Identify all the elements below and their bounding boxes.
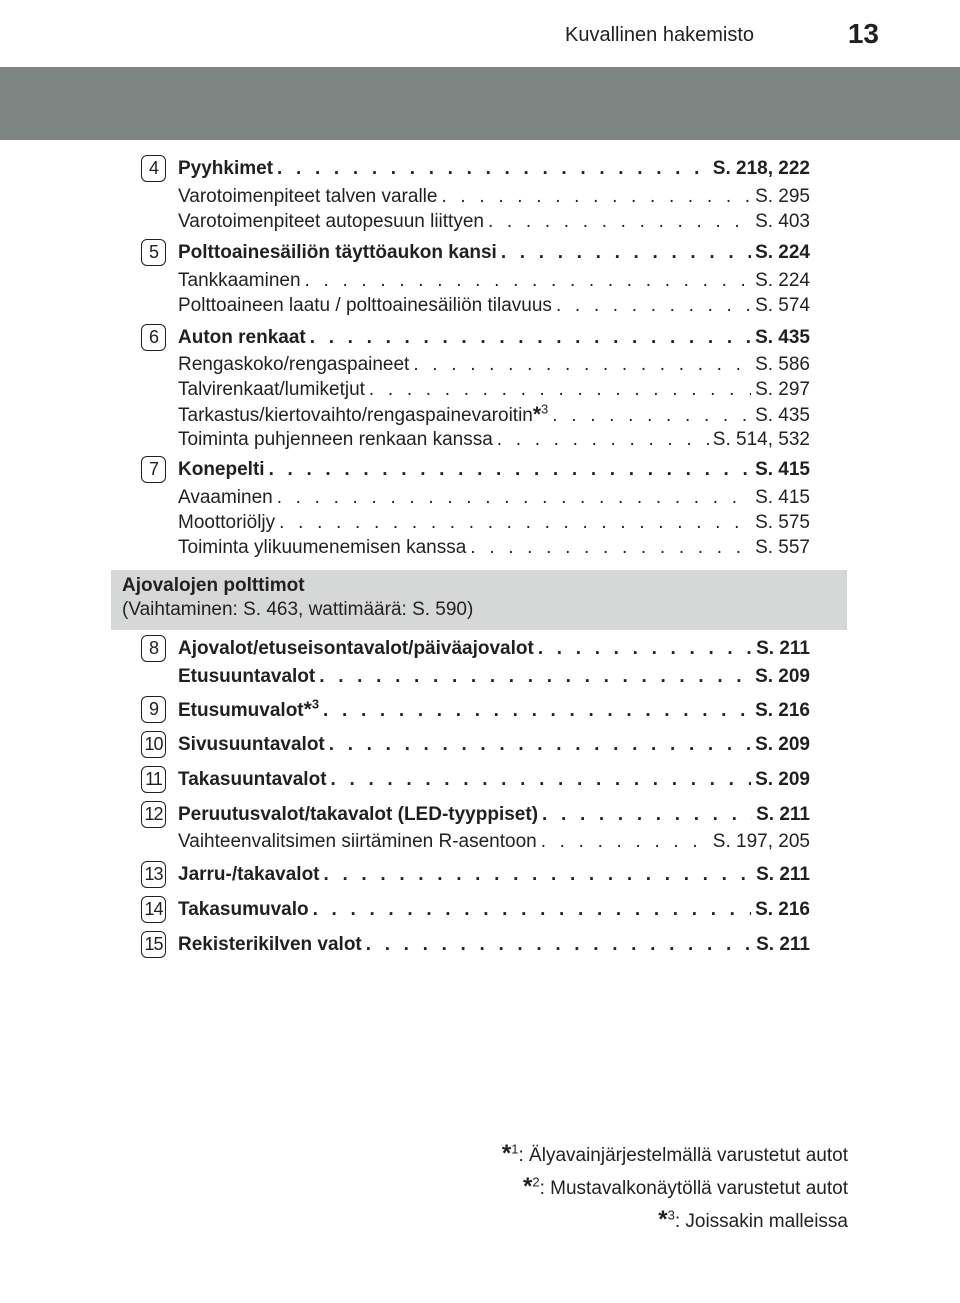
entry-label: Varotoimenpiteet autopesuun liittyen <box>178 211 484 232</box>
footnotes <box>502 1138 848 1237</box>
index-entry-sub <box>178 209 810 234</box>
page-reference: S. 216 <box>755 700 810 721</box>
dot-leader <box>538 636 752 661</box>
index-entry-main <box>178 732 810 757</box>
index-entry-main <box>178 897 810 922</box>
entry-label: Vaihteenvalitsimen siirtäminen R-asentoon <box>178 831 537 852</box>
dot-leader <box>269 457 752 482</box>
page-reference: S. 209 <box>755 666 810 687</box>
dot-leader <box>324 862 753 887</box>
page-reference: S. 295 <box>755 186 810 207</box>
dot-leader <box>541 829 709 854</box>
dot-leader <box>279 510 751 535</box>
page-reference: S. 211 <box>756 864 810 885</box>
page-reference: S. 297 <box>755 379 810 400</box>
footnote-line: *$^2$: Mustavalkonäytöllä varustetut autot <box>523 1173 848 1200</box>
page-reference: S. 211 <box>756 638 810 659</box>
dot-leader <box>277 156 709 181</box>
footnote-line: *$^1$: Älyavainjärjestelmällä varustetut autot <box>501 1140 848 1167</box>
entry-label: Rekisterikilven valot <box>178 934 362 955</box>
entry-label: Tarkastus/kiertovaihto/rengaspainevaroitin*$^3$ <box>178 401 549 426</box>
callout-number-badge: 4 <box>141 155 166 182</box>
index-entry-sub <box>178 268 810 293</box>
index-entry-sub <box>178 535 810 560</box>
page-reference: S. 224 <box>755 270 810 291</box>
index-entry-sub <box>178 829 810 854</box>
dot-leader <box>329 732 751 757</box>
index-entry-main <box>178 325 810 350</box>
bulbs-box-title: Ajovalojen polttimot <box>122 575 305 596</box>
dot-leader <box>441 184 751 209</box>
page-number: 13 <box>847 18 879 49</box>
index-entry-sub <box>178 377 810 402</box>
index-entry-main <box>178 697 810 722</box>
section-title: Kuvallinen hakemisto <box>565 24 754 46</box>
entry-label: Sivusuuntavalot <box>178 734 325 755</box>
page-reference: S. 209 <box>755 734 810 755</box>
dot-leader <box>323 698 751 723</box>
entry-label: Peruutusvalot/takavalot (LED-tyyppiset) <box>178 804 539 825</box>
callout-number-badge: 15 <box>141 931 166 958</box>
index-entry-main <box>178 802 810 827</box>
callout-number-badge: 11 <box>141 766 166 793</box>
index-entry-sub <box>178 485 810 510</box>
page-reference: S. 435 <box>755 327 810 348</box>
callout-number-badge: 9 <box>141 696 166 723</box>
callout-number-badge: 7 <box>141 456 166 483</box>
dot-leader <box>470 535 751 560</box>
header-band <box>0 67 960 140</box>
index-entry-sub <box>178 427 810 452</box>
footnote-ref: 3 <box>541 401 549 417</box>
callout-number-badge: 6 <box>141 324 166 351</box>
callout-number-badge: 8 <box>141 635 166 662</box>
entry-label: Jarru-/takavalot <box>178 864 320 885</box>
dot-leader <box>497 427 709 452</box>
entry-label: Tankkaaminen <box>178 270 301 291</box>
page-reference: S. 574 <box>755 295 810 316</box>
page-reference: S. 575 <box>755 512 810 533</box>
index-entry-main <box>178 664 810 689</box>
page-reference: S. 415 <box>755 487 810 508</box>
dot-leader <box>413 352 751 377</box>
entry-label: Ajovalot/etuseisontavalot/päiväajovalot <box>178 638 534 659</box>
dot-leader <box>277 485 751 510</box>
index-entry-sub <box>178 402 810 427</box>
entry-label: Moottoriöljy <box>178 512 276 533</box>
entry-label: Varotoimenpiteet talven varalle <box>178 186 438 207</box>
entry-label: Etusumuvalot*$^3$ <box>178 696 320 721</box>
dot-leader <box>501 240 751 265</box>
page-reference: S. 224 <box>755 242 810 263</box>
footnote-ref: 3 <box>311 696 320 712</box>
dot-leader <box>310 325 751 350</box>
callout-number-badge: 14 <box>141 896 166 923</box>
page-reference: S. 211 <box>756 804 810 825</box>
entry-label: Polttoainesäiliön täyttöaukon kansi <box>178 242 497 263</box>
callout-number-badge: 5 <box>141 239 166 266</box>
dot-leader <box>313 897 751 922</box>
page-reference: S. 209 <box>755 769 810 790</box>
entry-label: Etusuuntavalot <box>178 666 316 687</box>
entry-label: Rengaskoko/rengaspaineet <box>178 354 410 375</box>
entry-label: Talvirenkaat/lumiketjut <box>178 379 365 400</box>
index-entry-main <box>178 636 810 661</box>
index-entry-main <box>178 457 810 482</box>
dot-leader <box>542 802 752 827</box>
dot-leader <box>369 377 751 402</box>
index-entry-main <box>178 767 810 792</box>
index-entry-main <box>178 862 810 887</box>
dot-leader <box>366 932 752 957</box>
callout-number-badge: 12 <box>141 801 166 828</box>
page-reference: S. 197, 205 <box>712 831 810 852</box>
entry-label: Takasumuvalo <box>178 899 309 920</box>
page-reference: S. 216 <box>755 899 810 920</box>
footnote-line: *$^3$: Joissakin malleissa <box>658 1206 848 1233</box>
entry-label: Pyyhkimet <box>178 158 274 179</box>
entry-label: Takasuuntavalot <box>178 769 327 790</box>
page-reference: S. 435 <box>755 405 810 426</box>
entry-label: Auton renkaat <box>178 327 306 348</box>
dot-leader <box>319 664 751 689</box>
page-reference: S. 211 <box>756 934 810 955</box>
bulbs-info-box <box>111 570 847 630</box>
entry-label: Avaaminen <box>178 487 273 508</box>
entry-label: Polttoaineen laatu / polttoainesäiliön tilavuus <box>178 295 552 316</box>
page-reference: S. 586 <box>755 354 810 375</box>
index-entry-sub <box>178 293 810 318</box>
index-entry-sub <box>178 352 810 377</box>
page-header <box>0 0 960 59</box>
entry-label: Toiminta puhjenneen renkaan kanssa <box>178 429 493 450</box>
callout-number-badge: 13 <box>141 861 166 888</box>
page-reference: S. 403 <box>755 211 810 232</box>
dot-leader <box>488 209 751 234</box>
page-reference: S. 514, 532 <box>712 429 810 450</box>
entry-label: Toiminta ylikuumenemisen kanssa <box>178 537 467 558</box>
bulbs-box-subtitle: (Vaihtaminen: S. 463, wattimäärä: S. 590) <box>122 599 474 620</box>
dot-leader <box>552 403 751 428</box>
callout-number-badge: 10 <box>141 731 166 758</box>
dot-leader <box>556 293 751 318</box>
index-entry-sub <box>178 184 810 209</box>
index-entry-main <box>178 932 810 957</box>
index-entry-main <box>178 240 810 265</box>
index-entry-main <box>178 156 810 181</box>
footnote-star: * <box>303 698 312 721</box>
page-reference: S. 218, 222 <box>712 158 810 179</box>
page-reference: S. 415 <box>755 459 810 480</box>
footnote-star: * <box>532 403 542 426</box>
dot-leader <box>305 268 752 293</box>
index-entry-sub <box>178 510 810 535</box>
entry-label: Konepelti <box>178 459 265 480</box>
page-reference: S. 557 <box>755 537 810 558</box>
dot-leader <box>331 767 752 792</box>
